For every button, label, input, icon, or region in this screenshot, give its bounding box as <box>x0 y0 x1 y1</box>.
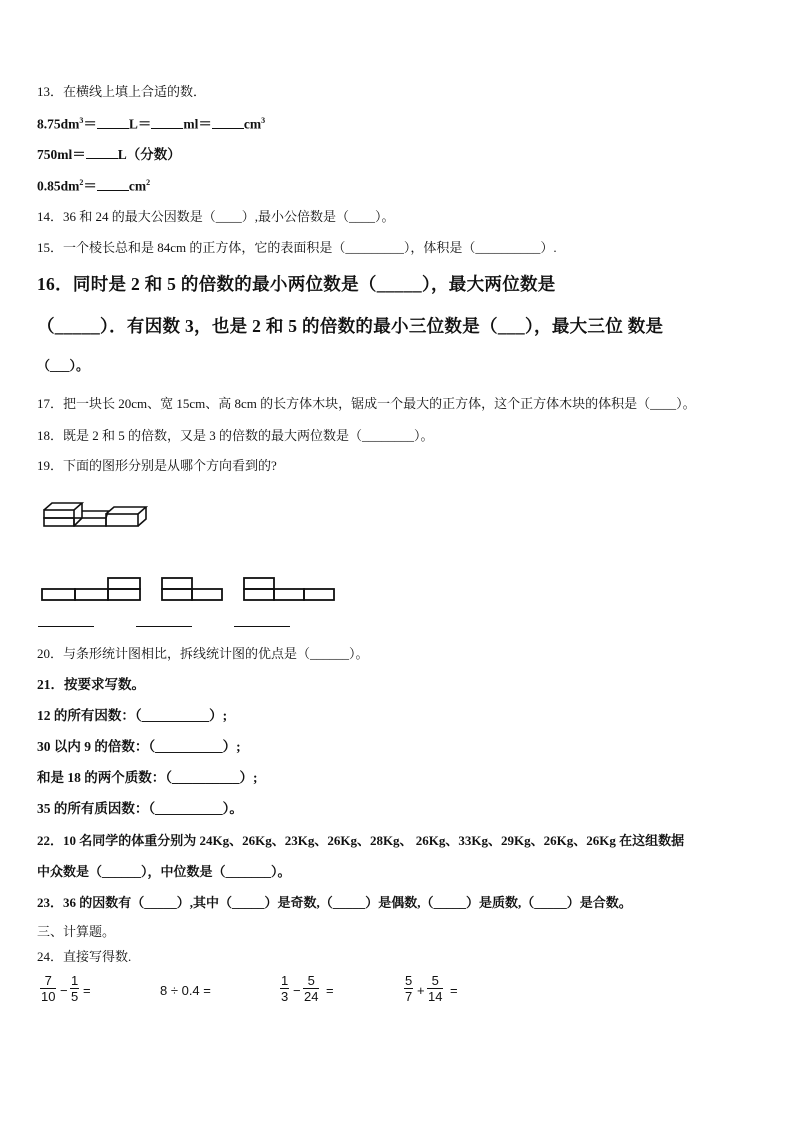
operator: + <box>417 983 425 998</box>
blank[interactable] <box>86 157 118 159</box>
q21-line4: 35 的所有质因数：（__________）。 <box>37 801 243 816</box>
q19: 19．下面的图形分别是从哪个方向看到的? <box>37 458 277 473</box>
answer-line-1[interactable] <box>38 626 94 628</box>
q17: 17．把一块长 20cm、宽 15cm、高 8cm 的长方体木块，锯成一个最大的正方体，这个正方体木块的体积是（____）。 <box>37 396 696 411</box>
operator: − <box>293 983 301 998</box>
q21-line1: 12 的所有因数：（__________）; <box>37 708 228 723</box>
equals: = <box>326 983 334 998</box>
blank[interactable] <box>212 127 244 129</box>
q16-line2: （_____）．有因数 3，也是 2 和 5 的倍数的最小三位数是（___），最大三位 数是 <box>37 316 664 336</box>
q22-line1: 22．10 名同学的体重分别为 24Kg、26Kg、23Kg、26Kg、28Kg、 26Kg、33Kg、29Kg、26Kg、26Kg 在这组数据 <box>37 833 685 848</box>
blank[interactable] <box>97 189 129 191</box>
fraction: $\frac{1}{5}$ <box>71 973 79 1004</box>
q22-line2: 中众数是（______），中位数是（_______）。 <box>37 864 291 879</box>
q13-title: 13．在横线上填上合适的数． <box>37 84 207 99</box>
fraction: $\frac{1}{3}$ <box>281 973 289 1004</box>
q20: 20．与条形统计图相比，拆线统计图的优点是（______）。 <box>37 646 369 661</box>
expression-2: 8 ÷ 0.4 = <box>160 983 211 998</box>
q18: 18．既是 2 和 5 的倍数，又是 3 的倍数的最大两位数是（________）。 <box>37 428 434 443</box>
equals: = <box>83 983 91 998</box>
q13-line1: $8.75dm^3= L= ml= cm^3$ <box>37 116 266 132</box>
view-a <box>40 576 144 602</box>
q15: 15．一个棱长总和是 84cm 的正方体，它的表面积是（_________），体积是（__________）. <box>37 240 557 255</box>
view-c <box>242 576 338 602</box>
q13-line2: 750ml＝ L（分数） <box>37 147 181 162</box>
view-b <box>160 576 224 602</box>
q13-line3: $0.85dm^2= cm^2$ <box>37 178 151 194</box>
fraction: $\frac{5}{24}$ <box>304 973 319 1004</box>
answer-line-3[interactable] <box>234 626 290 628</box>
q16-line1: 16．同时是 2 和 5 的倍数的最小两位数是（_____），最大两位数是 <box>37 274 556 294</box>
operator: − <box>60 983 68 998</box>
q21-line2: 30 以内 9 的倍数：（__________）; <box>37 739 241 754</box>
cube-stack-figure <box>40 498 160 538</box>
q16-line3: （___）。 <box>37 358 90 373</box>
q23: 23．36 的因数有（_____）,其中（_____）是奇数,（_____）是偶数,（_____）是质数,（_____）是合数。 <box>37 895 632 910</box>
answer-line-2[interactable] <box>136 626 192 628</box>
blank[interactable] <box>151 127 183 129</box>
fraction: $\frac{5}{14}$ <box>428 973 443 1004</box>
fraction: $\frac{5}{7}$ <box>405 973 413 1004</box>
equals: = <box>450 983 458 998</box>
fraction: $\frac{7}{10}$ <box>41 973 56 1004</box>
q14: 14．36 和 24 的最大公因数是（____）,最小公倍数是（____）。 <box>37 209 395 224</box>
q21-line3: 和是 18 的两个质数：（__________）; <box>37 770 258 785</box>
blank[interactable] <box>97 127 129 129</box>
q21-title: 21．按要求写数。 <box>37 677 145 692</box>
q24-title: 24．直接写得数. <box>37 949 132 964</box>
section-3-heading: 三、计算题。 <box>37 924 116 939</box>
